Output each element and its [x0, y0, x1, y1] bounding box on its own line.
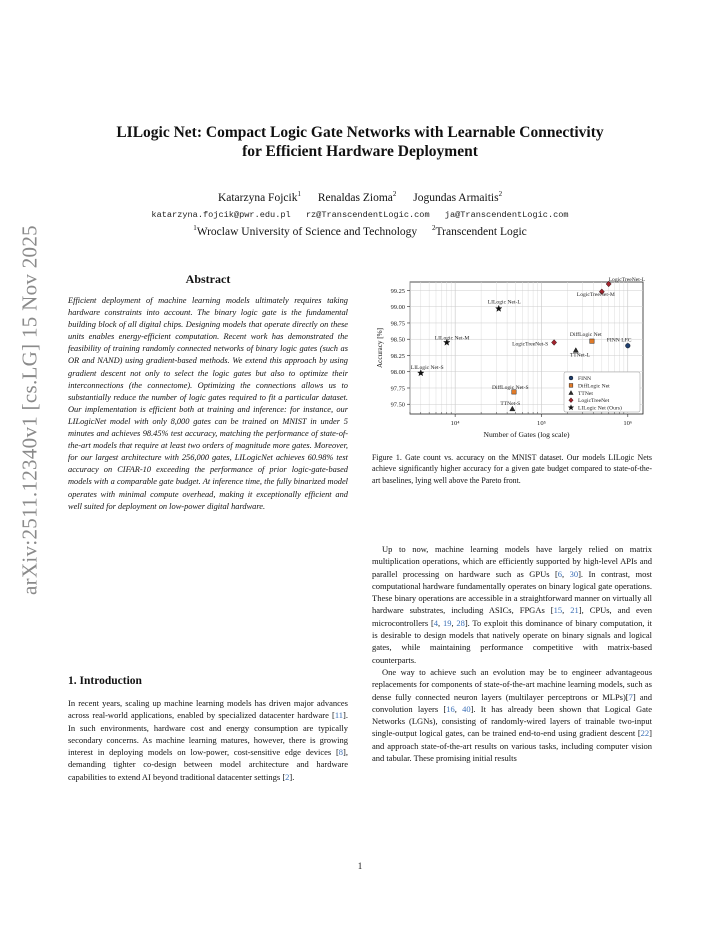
author [318, 192, 397, 204]
author [413, 192, 502, 204]
legend-entry: DiffLogic Net [578, 383, 610, 390]
citation-link[interactable]: 21 [570, 605, 579, 616]
y-tick-label: 99.00 [390, 304, 405, 312]
author-mark: 2 [392, 190, 397, 198]
affiliation [432, 226, 527, 238]
text-run: , [451, 617, 457, 628]
x-tick-label: 10⁴ [450, 420, 460, 427]
affil-name: Transcendent Logic [435, 225, 527, 238]
text-run: ]. To exploit this dominance of binary computation, it is desirable to design models that natively operate on binary signals and logical gates, while maintaining performance competitive with matrix-based counterparts. [372, 617, 653, 665]
y-axis-label: Accuracy [%] [376, 327, 384, 369]
email-list [60, 210, 660, 220]
x-tick-label: 10⁵ [537, 420, 546, 427]
y-tick-label: 98.25 [390, 352, 405, 360]
text-run: ], demanding tighter co-design between model architecture and hardware capabilities to extend AI beyond traditional datacenter settings [ [68, 747, 348, 782]
citation-link[interactable]: 4 [433, 617, 439, 628]
page-number: 1 [357, 861, 363, 871]
text-run: , [438, 617, 443, 628]
citation-link[interactable]: 11 [334, 710, 344, 721]
abstract-heading: Abstract [185, 272, 231, 286]
text-run: One way to achieve such an evolution may be to engineer advantageous replacements for components of state-of-the-art machine learning models, such as dense fully connected neuron layers (multilayer perceptrons or MLPs)[ [372, 666, 652, 702]
x-axis-label: Number of Gates (log scale) [483, 430, 570, 439]
legend-entry: LogicTreeNet [578, 398, 610, 405]
data-point [625, 343, 630, 348]
right-column-text [372, 543, 652, 764]
legend-marker [569, 376, 573, 380]
citation-link[interactable]: 28 [456, 617, 465, 628]
title-line-2: for Efficient Hardware Deployment [242, 143, 478, 160]
intro-paragraph [68, 697, 348, 783]
author-mark: 2 [498, 190, 503, 198]
scatter-chart [370, 276, 652, 444]
paper-title [60, 123, 660, 161]
affil-mark: 1 [193, 224, 197, 232]
citation-link[interactable]: 30 [569, 568, 579, 579]
citation-link[interactable]: 22 [640, 728, 650, 739]
citation-link[interactable]: 40 [462, 703, 471, 714]
legend-entry: TTNet [578, 390, 593, 397]
y-tick-label: 98.00 [390, 369, 405, 377]
text-run: ]. It has already been shown that Logical Gate Networks (LGNs), consisting of randomly-wired layers of trainable two-input single-output logical gates, can be trained end-to-end using gradient descent [ [372, 703, 653, 739]
citation-link[interactable]: 6 [557, 568, 563, 579]
abstract-body: Efficient deployment of machine learning models ultimately requires taking hardware constraints into account. The binary logic gate is the fundamental building block of all digital chips. Designing models that operate directly on these units enables energy-efficient computation. Recent work has demonstrated the feasibility of training randomly connected networks of binary logic gates (such as OR and NAND) using gradient-based methods. We extend this approach by using gradient descent not only to select the logic gates but also to optimize their interconnections (the connectome). Optimizing the connections allows us to substantially reduce the number of logic gates required to fit a particular dataset. Our implementation is efficient both at training and inference: for instance, our LILogicNet model with only 8,000 gates can be trained on MNIST in under 5 minutes and achieves 98.45% test accuracy, matching the performance of state-of-the-art models that require at least two orders of magnitude more gates. Moreover, for our largest architecture with 256,000 gates, LILogicNet achieves 60.98% test accuracy on CIFAR-10 exceeding the performance of prior logic-gate-based models with a comparable gate budget. At inference time, the fully binarized model operates with minimal compute overhead, making it exceptionally efficient and well suited for deployment on low-power digital hardware. [68, 296, 348, 511]
citation-link[interactable]: 19 [442, 617, 452, 628]
y-tick-label: 97.50 [390, 401, 405, 409]
legend-marker [569, 384, 573, 388]
y-tick-label: 99.25 [390, 287, 405, 295]
text-run: ]. In such environments, hardware cost and energy consumption are typically secondary concerns. As machine learning matures, however, there is growing interest in deploying models on low-power, cost-sensitive edge devices [ [68, 710, 348, 758]
y-tick-label: 97.75 [390, 385, 405, 393]
data-label: LogicTreeNet-M [576, 291, 615, 298]
affiliation-list [60, 224, 660, 238]
data-label: LILogic Net-M [434, 335, 470, 342]
affil-mark: 2 [432, 224, 436, 232]
legend-entry: LILogic Net (Ours) [578, 405, 622, 412]
text-run: ], CPUs, and even microcontrollers [ [372, 605, 653, 628]
title-line-1: LILogic Net: Compact Logic Gate Networks with Learnable Connectivity [116, 124, 604, 141]
arxiv-watermark [4, 180, 56, 640]
author-name: Renaldas Zioma [317, 191, 393, 204]
data-label: TTNet-S [500, 400, 521, 407]
data-label: DiffLogic Net [569, 332, 602, 339]
email[interactable]: ja@TranscendentLogic.com [444, 210, 569, 220]
affil-name: Wroclaw University of Science and Technology [196, 225, 418, 238]
data-label: LILogic Net-S [410, 365, 444, 372]
text-run: ] and convolution layers [ [372, 691, 653, 714]
citation-link[interactable]: 7 [628, 691, 633, 702]
data-label: LogicTreeNet-L [608, 276, 646, 283]
legend-entry: FINN [578, 376, 592, 382]
author [218, 192, 301, 204]
text-run: In recent years, scaling up machine learning models has driven major advances across real-world applications, enabled by specialized datacenter hardware [ [68, 698, 348, 721]
paragraph [372, 543, 652, 666]
text-run: ]. In contrast, most computational hardware fundamentally operates on binary logical gate operations. These binary operations are accessible in a straightforward manner on virtually all hardware substrates, including ASICs, FPGAs [ [372, 568, 652, 616]
data-point [590, 339, 594, 343]
author-name: Katarzyna Fojcik [217, 191, 298, 204]
author-list [60, 190, 660, 204]
y-tick-label: 98.50 [390, 336, 405, 344]
email[interactable]: rz@TranscendentLogic.com [305, 210, 430, 220]
text-run: Up to now, machine learning models have largely relied on matrix multiplication operations, which are efficiently supported by high-level APIs and parallel processing on hardware such as GPUs [ [372, 544, 652, 579]
data-label: LILogic Net-L [487, 299, 521, 306]
citation-link[interactable]: 15 [553, 605, 563, 616]
paragraph [372, 666, 652, 764]
text-run: ]. [289, 771, 295, 782]
data-label: TTNet-L [569, 352, 591, 359]
citation-link[interactable]: 16 [446, 703, 455, 714]
text-run: , [562, 605, 571, 616]
figure-1 [370, 276, 652, 444]
email[interactable]: katarzyna.fojcik@pwr.edu.pl [151, 210, 291, 220]
text-run: , [454, 703, 463, 714]
author-mark: 1 [297, 190, 301, 198]
x-tick-label: 10⁶ [623, 420, 633, 427]
citation-link[interactable]: 8 [338, 747, 344, 758]
arxiv-id: arXiv:2511.12340v1 [cs.LG] 15 Nov 2025 [17, 225, 42, 595]
data-label: LogicTreeNet-S [512, 341, 549, 348]
data-label: FINN LFC [606, 337, 632, 344]
author-name: Jogundas Armaitis [413, 191, 499, 204]
citation-link[interactable]: 2 [285, 771, 290, 782]
affiliation [193, 226, 417, 238]
text-run: , [562, 568, 570, 579]
figure-caption: Figure 1. Gate count vs. accuracy on the MNIST dataset. Our models LILogic Nets achieve significantly higher accuracy for a given gate budget compared to state-of-the-art baselines, lying well above the Pareto front. [372, 453, 652, 485]
data-label: DiffLogic Net-S [491, 384, 529, 391]
y-tick-label: 98.75 [390, 320, 405, 328]
text-run: ] and approach state-of-the-art results on various tasks, including computer vision and tabular. These promising initial results [372, 728, 652, 764]
section-heading: 1. Introduction [68, 675, 142, 687]
